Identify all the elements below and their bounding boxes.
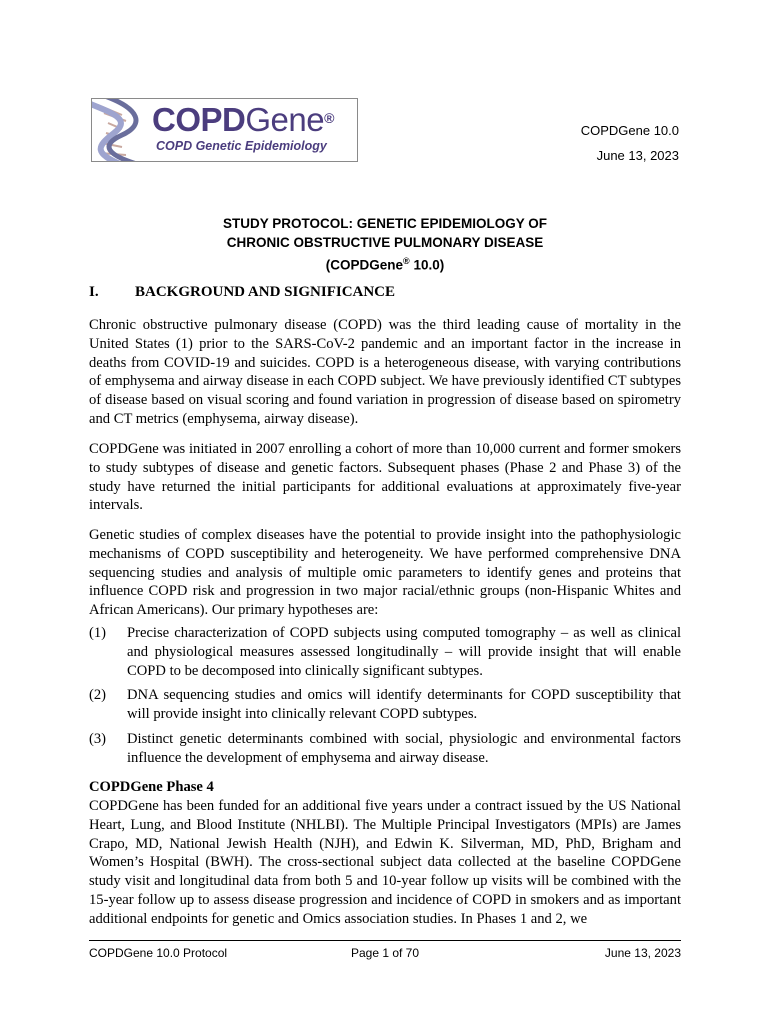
header-date: June 13, 2023 [596, 148, 679, 163]
logo-gene: Gene [245, 101, 325, 138]
hypothesis-item [89, 624, 681, 680]
copdgene-logo [91, 98, 358, 162]
title-line-3-prefix: (COPDGene [325, 257, 404, 273]
paragraph-3: Genetic studies of complex diseases have the potential to provide insight into the pathophysiologic mechanisms of COPD susceptibility and heterogeneity. We have performed comprehensive DNA sequencing studies and analysis of multiple omic parameters to identify genes and proteins that influence COPD risk and progression in two major racial/ethnic groups (non-Hispanic Whites and African Americans). Our primary hypotheses are: [89, 527, 681, 619]
footer-page-number: Page 1 of 70 [350, 946, 420, 960]
section-title: BACKGROUND AND SIGNIFICANCE [135, 284, 396, 300]
hypothesis-item [89, 686, 681, 724]
logo-tagline: COPD Genetic Epidemiology [156, 139, 327, 153]
footer-date: June 13, 2023 [604, 946, 681, 960]
title-line-1: STUDY PROTOCOL: GENETIC EPIDEMIOLOGY OF [222, 216, 548, 231]
phase4-heading: COPDGene Phase 4 [89, 779, 214, 795]
hypothesis-text: DNA sequencing studies and omics will identify determinants for COPD susceptibility that will provide insight into clinically relevant COPD subtypes. [127, 687, 681, 722]
section-number: I. [89, 284, 99, 300]
logo-wordmark [152, 102, 334, 138]
paragraph-1: Chronic obstructive pulmonary disease (COPD) was the third leading cause of mortality in the United States (1) prior to the SARS-CoV-2 pandemic and an important factor in the increase in deaths from COVID-19 and suicides. COPD is a heterogeneous disease, with varying contributions of emphysema and airway disease in each COPD subject. We have previously identified CT subtypes of disease based on visual scoring and found variation in progression of disease based on spirometry and CT metrics (emphysema, airway disease). [89, 317, 681, 427]
document-title [150, 214, 620, 275]
paragraph-2: COPDGene was initiated in 2007 enrolling a cohort of more than 10,000 current and former smokers to study subtypes of disease and genetic factors. Subsequent phases (Phase 2 and Phase 3) of the study have returned the initial participants for additional evaluations at approximately five-year intervals. [89, 441, 681, 514]
footer-document-name: COPDGene 10.0 Protocol [89, 946, 228, 960]
header-version: COPDGene 10.0 [580, 123, 679, 138]
title-line-3 [150, 252, 620, 275]
logo-registered-mark: ® [324, 110, 334, 126]
hypothesis-text: Distinct genetic determinants combined with social, physiologic and environmental factors influence the development of emphysema and airway disease. [127, 731, 681, 766]
title-line-3-suffix: 10.0) [409, 257, 445, 273]
title-registered-mark: ® [403, 256, 410, 266]
hypothesis-number: (3) [89, 731, 107, 747]
hypothesis-text: Precise characterization of COPD subjects using computed tomography – as well as clinical and physiological measures assessed longitudinally – will provide insight that will enable COPD to be decomposed into clinically significant subtypes. [127, 625, 681, 679]
phase4-paragraph: COPDGene has been funded for an additional five years under a contract issued by the US National Heart, Lung, and Blood Institute (NHLBI). The Multiple Principal Investigators (MPIs) are James Crapo, MD, National Jewish Health (NJH), and Edwin K. Silverman, MD, PhD, Brigham and Women’s Hospital (BWH). The cross-sectional subject data collected at the baseline COPDGene study visit and longitudinal data from both 5 and 10-year follow up visits will be combined with the 15-year follow up to assess disease progression and incidence of COPD in smokers and as important additional endpoints for genetic and Omics association studies. In Phases 1 and 2, we [89, 798, 681, 927]
title-line-2: CHRONIC OBSTRUCTIVE PULMONARY DISEASE [226, 235, 544, 250]
hypothesis-number: (1) [89, 625, 107, 641]
footer-divider [89, 940, 681, 941]
hypothesis-item [89, 730, 681, 768]
logo-copd: COPD [152, 101, 246, 138]
section-heading [89, 284, 395, 301]
document-header [581, 118, 679, 168]
hypothesis-number: (2) [89, 687, 107, 703]
